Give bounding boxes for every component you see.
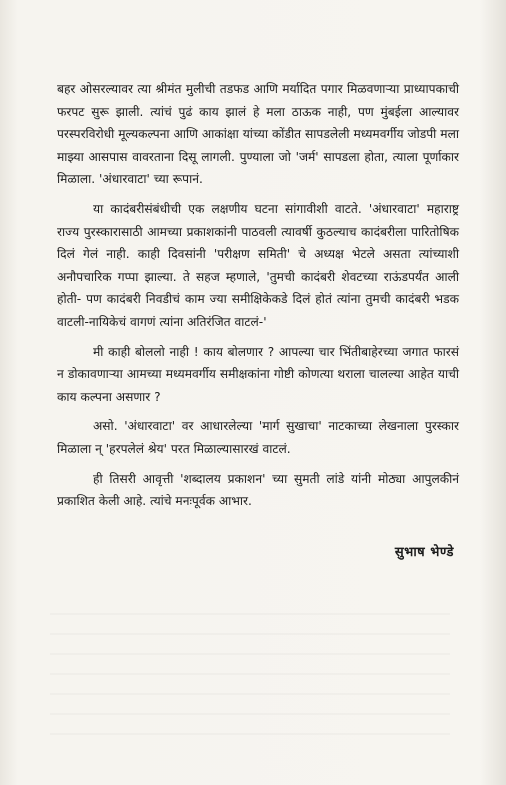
author-signature: सुभाष भेण्डे xyxy=(394,545,454,560)
body-text xyxy=(57,78,459,513)
paragraph-3: मी काही बोललो नाही ! काय बोलणार ? आपल्या चार भिंतीबाहेरच्या जगात फारसं न डोकावणाऱ्या आमच्या मध्यमवर्गीय समीक्षकांना गोष्टी कोणत्या थराला चालल्या आहेत याची काय कल्पना असणार ? xyxy=(57,344,459,404)
show-through-texture xyxy=(50,595,450,735)
paragraph-1: बहर ओसरल्यावर त्या श्रीमंत मुलीची तडफड आणि मर्यादित पगार मिळवणाऱ्या प्राध्यापकाची फरपट सुरू झाली. त्यांचं पुढं काय झालं हे मला ठाऊक नाही, पण मुंबईला आल्यावर परस्परविरोधी मूल्यकल्पना आणि आकांक्षा यांच्या कोंडीत सापडलेली मध्यमवर्गीय जोडपी मला माझ्या आसपास वावरताना दिसू लागली. पुण्याला जो 'जर्म' सापडला होता, त्याला पूर्णाकार मिळाला. 'अंधारवाटा' च्या रूपानं. xyxy=(57,82,459,187)
paragraph-5: ही तिसरी आवृत्ती 'शब्दालय प्रकाशन' च्या सुमती लांडे यांनी मोठ्या आपुलकीनं प्रकाशित केली आहे. त्यांचे मनःपूर्वक आभार. xyxy=(57,471,459,509)
paragraph-4: असो. 'अंधारवाटा' वर आधारलेल्या 'मार्ग सुखाचा' नाटकाच्या लेखनाला पुरस्कार मिळाला न् 'हरपलेलं श्रेय' परत मिळाल्यासारखं वाटलं. xyxy=(57,419,459,456)
paragraph-2: या कादंबरीसंबंधीची एक लक्षणीय घटना सांगावीशी वाटते. 'अंधारवाटा' महाराष्ट्र राज्य पुरस्कारासाठी आमच्या प्रकाशकांनी पाठवली त्यावर्षी कुठल्याच कादंबरीला पारितोषिक दिलं गेलं नाही. काही दिवसांनी 'परीक्षण समिती' चे अध्यक्ष भेटले असता त्यांच्याशी अनौपचारिक गप्पा झाल्या. ते सहज म्हणाले, 'तुमची कादंबरी शेवटच्या राऊंडपर्यंत आली होती- पण कादंबरी निवडीचं काम ज्या समीक्षिकेकडे दिलं होतं त्यांना तुमची कादंबरी भडक वाटली-नायिकेचं वागणं त्यांना अतिरंजित वाटलं-' xyxy=(57,201,459,329)
